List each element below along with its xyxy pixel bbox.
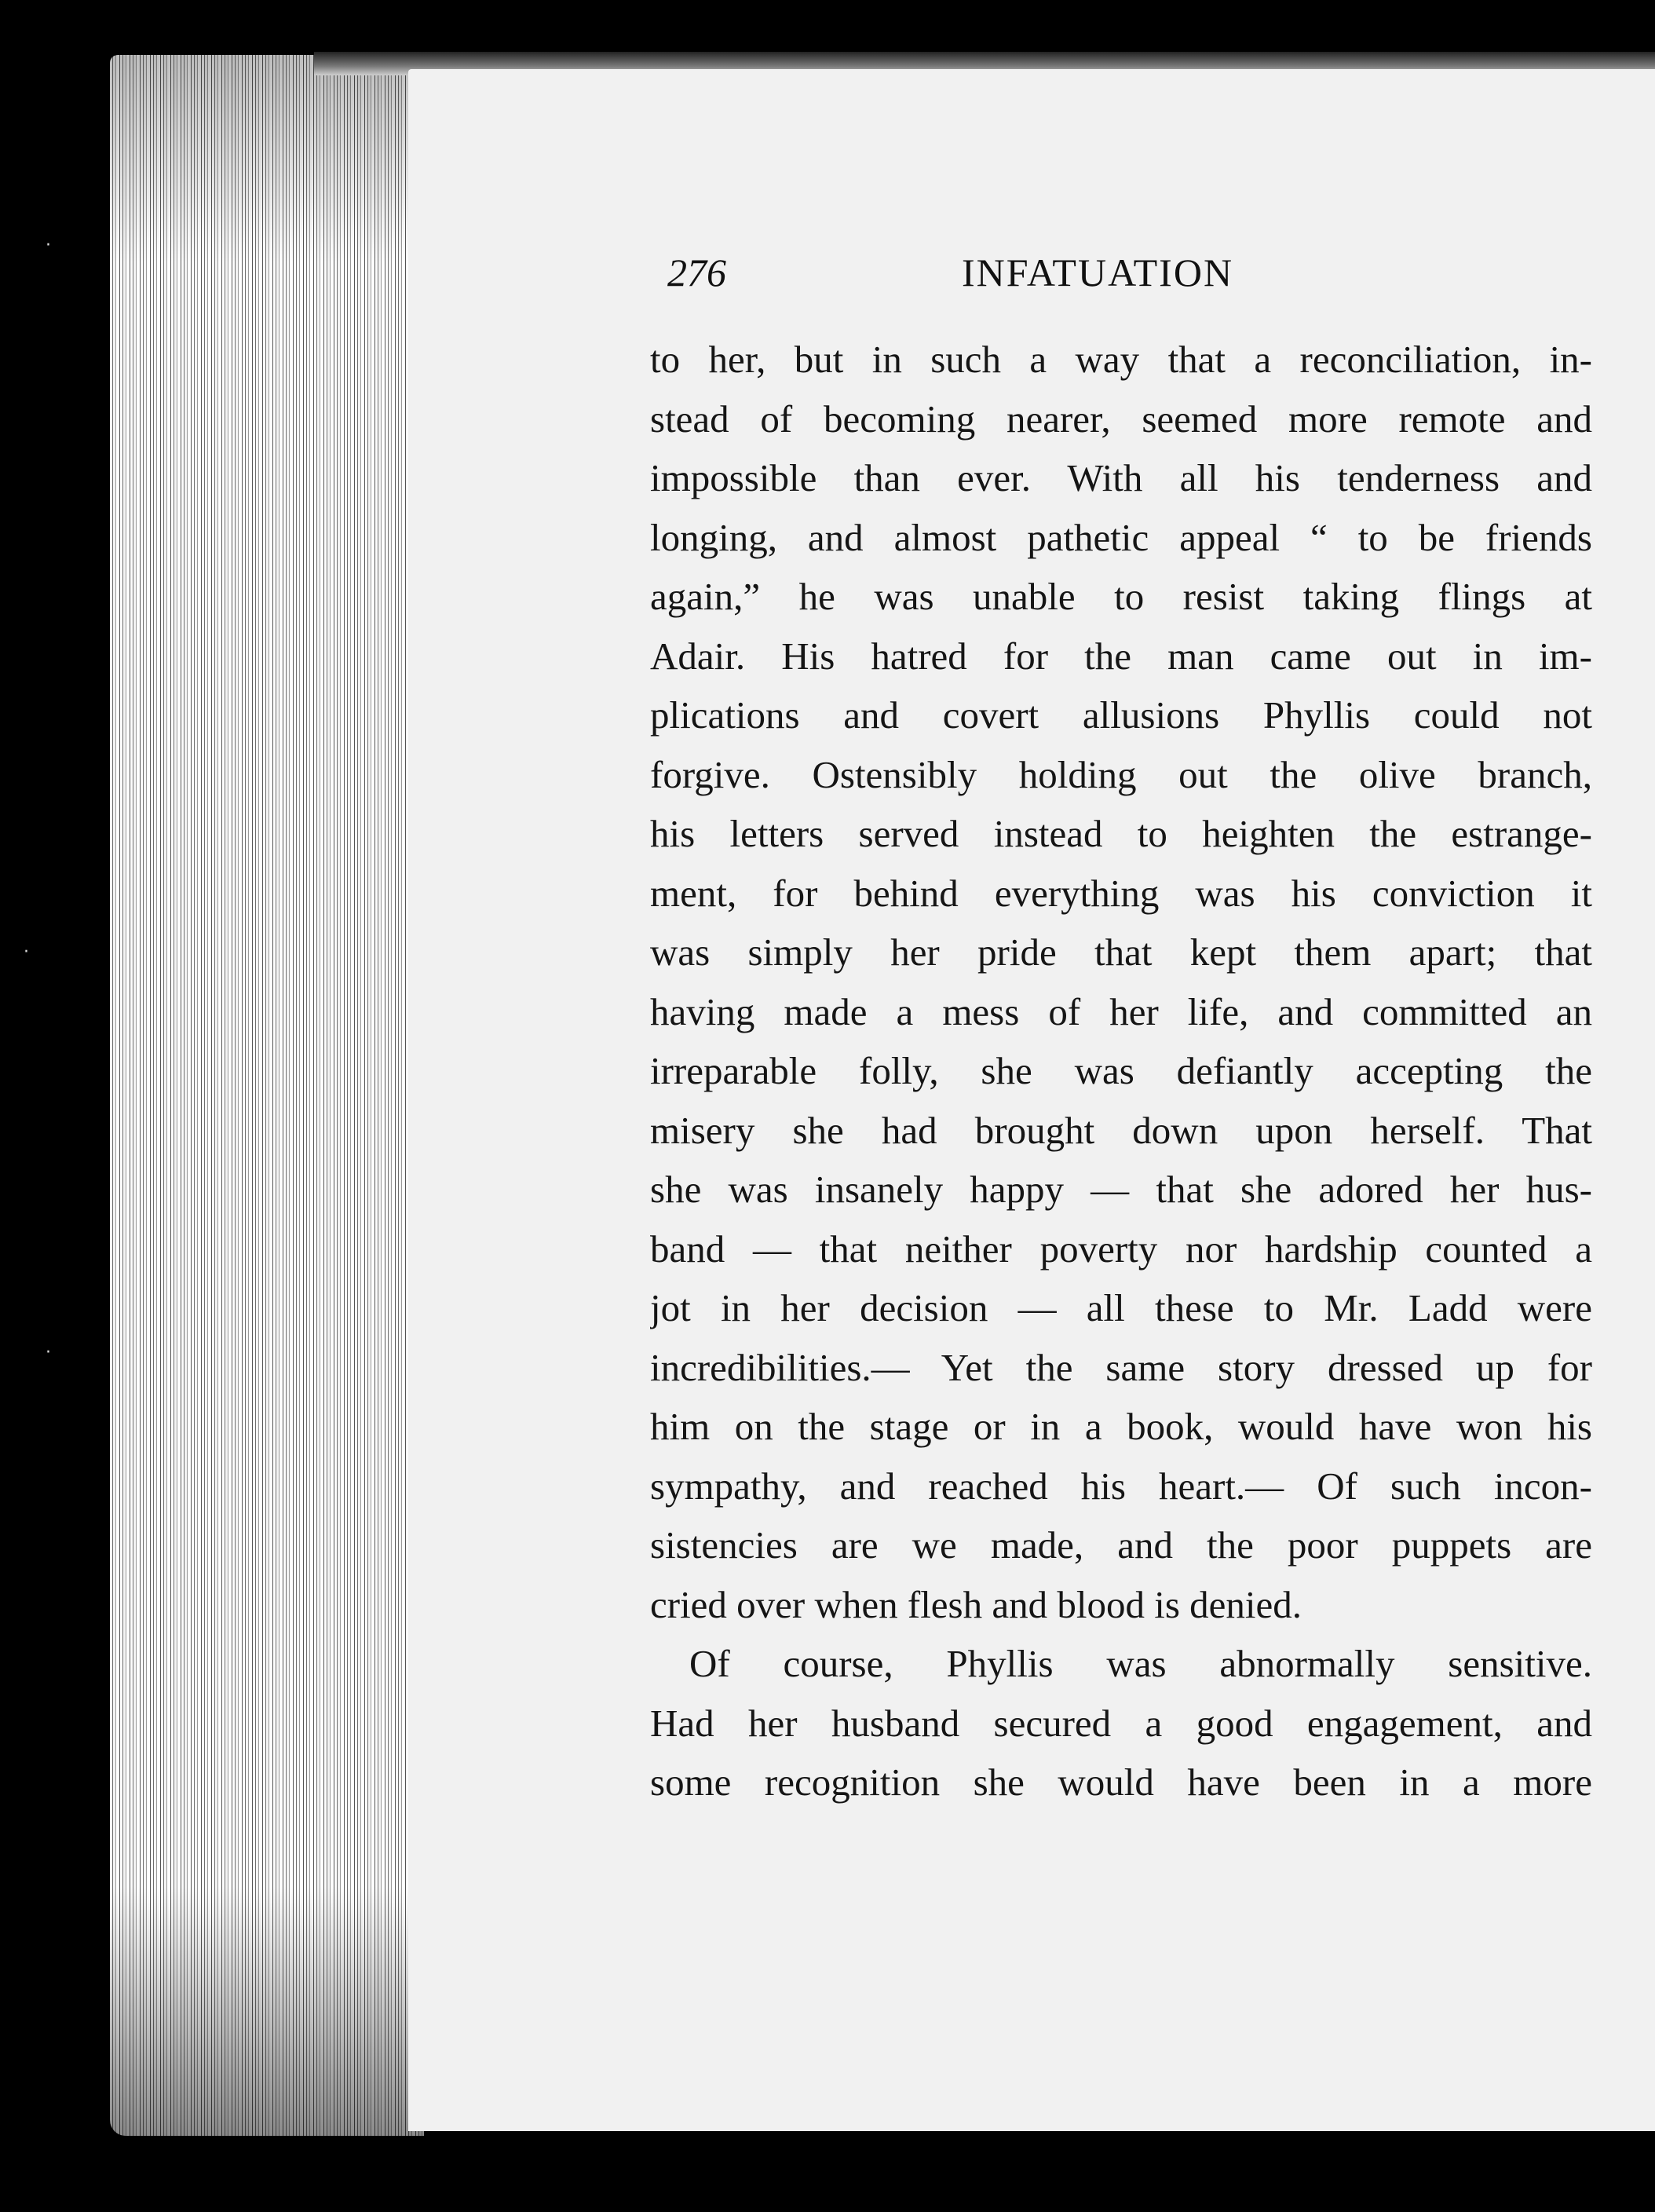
text-line: having made a mess of her life, and committed an (650, 989, 1592, 1033)
text-line: was simply her pride that kept them apart; that (650, 931, 1592, 974)
stacked-page-edges (110, 55, 424, 2136)
text-line: stead of becoming nearer, seemed more remote and (650, 397, 1592, 441)
text-line: Adair. His hatred for the man came out in im- (650, 634, 1592, 678)
text-line: impossible than ever. With all his tenderness and (650, 456, 1592, 499)
text-line: incredibilities.— Yet the same story dressed up for (650, 1345, 1592, 1389)
text-line: his letters served instead to heighten the estrange- (650, 812, 1592, 855)
text-line: plications and covert allusions Phyllis could not (650, 693, 1592, 737)
text-line: longing, and almost pathetic appeal “ to be friends (650, 515, 1592, 559)
text-line: sympathy, and reached his heart.— Of such incon- (650, 1464, 1592, 1508)
page-header (667, 250, 1295, 305)
text-line: band — that neither poverty nor hardship counted a (650, 1227, 1592, 1271)
page-number: 276 (667, 250, 726, 294)
text-line: him on the stage or in a book, would have won his (650, 1405, 1592, 1448)
paragraph-first-line: Of course, Phyllis was abnormally sensitive. (689, 1642, 1592, 1685)
text-line: to her, but in such a way that a reconciliation, in- (650, 338, 1592, 381)
text-line: forgive. Ostensibly holding out the olive branch, (650, 752, 1592, 796)
text-line: again,” he was unable to resist taking flings at (650, 575, 1592, 618)
text-line: jot in her decision — all these to Mr. Ladd were (650, 1286, 1592, 1329)
running-head: INFATUATION (962, 250, 1234, 294)
text-line: Had her husband secured a good engagement, and (650, 1701, 1592, 1745)
scan-speck: · (46, 1343, 51, 1362)
body-text (650, 330, 1592, 1812)
text-line: ment, for behind everything was his conviction it (650, 871, 1592, 915)
scan-speck: · (24, 942, 29, 962)
text-line: irreparable folly, she was defiantly accepting the (650, 1049, 1592, 1092)
paragraph-end-line: cried over when flesh and blood is denied. (650, 1582, 1302, 1626)
text-line: she was insanely happy — that she adored her hus- (650, 1168, 1592, 1211)
text-line: some recognition she would have been in a more (650, 1760, 1592, 1804)
text-line: misery she had brought down upon herself. That (650, 1108, 1592, 1152)
scan-speck: · (46, 236, 51, 255)
text-line: sistencies are we made, and the poor puppets are (650, 1523, 1592, 1567)
